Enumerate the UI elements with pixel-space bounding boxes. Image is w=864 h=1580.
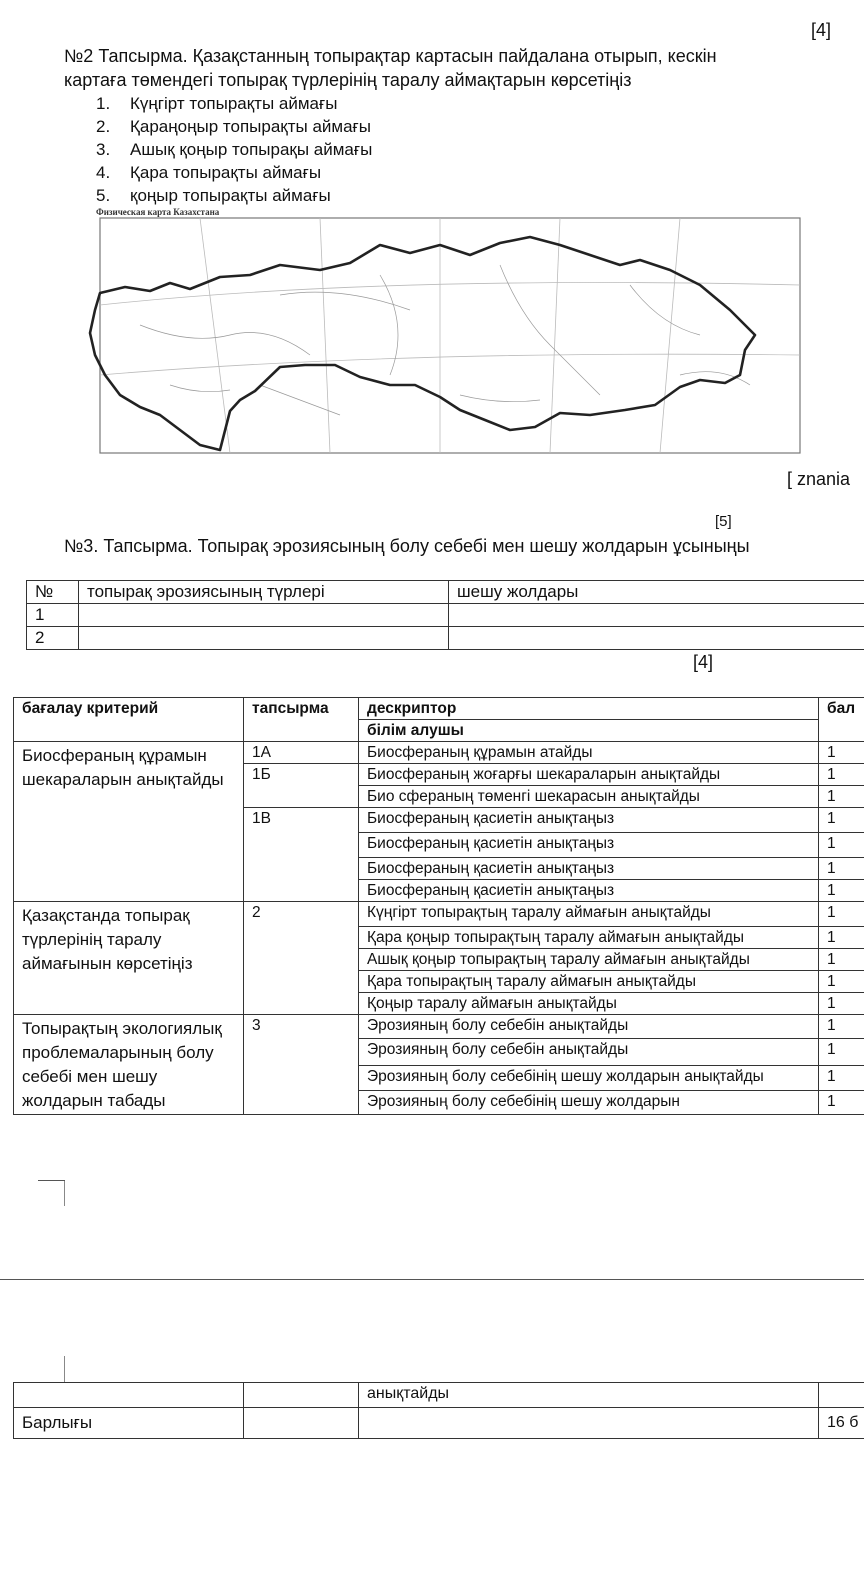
descriptor-cell: Биосфераның қасиетін анықтаңыз (359, 808, 819, 833)
list-item: 2. Қараңоңыр топырақты аймағы (96, 117, 371, 136)
header-sub: білім алушы (359, 720, 819, 742)
row-number: 2 (27, 627, 79, 650)
header-cell: шешу жолдары (449, 581, 864, 604)
blank-cell[interactable] (449, 604, 864, 627)
header-descriptor: дескриптор (359, 698, 819, 720)
descriptor-cell: анықтайды (359, 1383, 819, 1408)
blank-cell[interactable] (79, 604, 449, 627)
header-score: бал (819, 698, 864, 742)
score-cell: 1 (819, 880, 864, 902)
descriptor-cell: Биосфераның қасиетін анықтаңыз (359, 880, 819, 902)
task3-mark-bottom: [4] (693, 652, 714, 672)
task3-title: №3. Тапсырма. Топырақ эрозиясының болу себебі мен шешу жолдарын ұсыныңы (64, 536, 750, 556)
task-cell (244, 1383, 359, 1408)
descriptor-cell: Эрозияның болу себебінің шешу жолдарын (359, 1090, 819, 1114)
descriptor-cell: Эрозияның болу себебін анықтайды (359, 1015, 819, 1039)
erosion-table (26, 580, 864, 650)
criterion-cell (14, 1383, 244, 1408)
score-cell: 1 (819, 902, 864, 927)
score-cell: 1 (819, 1066, 864, 1090)
descriptor-cell: Биосфераның қасиетін анықтаңыз (359, 833, 819, 858)
descriptor-cell: Қоңыр таралу аймағын анықтайды (359, 993, 819, 1015)
descriptor-cell: Қара топырақтың таралу аймағын анықтайды (359, 971, 819, 993)
header-criterion: бағалау критерий (14, 698, 244, 742)
task2-title-line1: №2 Тапсырма. Қазақстанның топырақтар картасын пайдалана отырып, кескін (64, 46, 717, 66)
descriptor-cell: Биосфераның жоғарғы шекараларын анықтайды (359, 764, 819, 786)
score-cell: 1 (819, 786, 864, 808)
page-corner-mark (38, 1180, 65, 1181)
descriptor-cell: Био сфераның төменгі шекарасын анықтайды (359, 786, 819, 808)
descriptor-cell: Эрозияның болу себебін анықтайды (359, 1039, 819, 1066)
descriptor-cell: Ашық қоңыр топырақтың таралу аймағын анықтайды (359, 949, 819, 971)
table-header-row (27, 581, 864, 604)
row-number: 1 (27, 604, 79, 627)
header-task: тапсырма (244, 698, 359, 742)
score-cell: 1 (819, 949, 864, 971)
score-cell: 1 (819, 1015, 864, 1039)
table-row (27, 627, 864, 650)
total-label: Барлығы (14, 1408, 244, 1439)
score-cell: 1 (819, 742, 864, 764)
score-cell: 1 (819, 1039, 864, 1066)
table-row (14, 902, 864, 927)
score-cell: 1 (819, 971, 864, 993)
score-cell: 1 (819, 764, 864, 786)
task-cell (244, 1408, 359, 1439)
blank-cell[interactable] (449, 627, 864, 650)
criteria-table (13, 697, 864, 1115)
descriptor-cell: Эрозияның болу себебінің шешу жолдарын анықтайды (359, 1066, 819, 1090)
list-item: 4. Қара топырақты аймағы (96, 163, 322, 182)
descriptor-cell: Биосфераның құрамын атайды (359, 742, 819, 764)
task2-title-line2: картаға төмендегі топырақ түрлерінің таралу аймақтарын көрсетіңіз (64, 70, 632, 90)
task-cell: 1А (244, 742, 359, 764)
list-item: 1. Күңгірт топырақты аймағы (96, 94, 338, 113)
criterion-cell: Биосфераның құрамын шекараларын анықтайды (14, 742, 244, 902)
header-cell: № (27, 581, 79, 604)
list-item: 3. Ашық қоңыр топырақы аймағы (96, 140, 373, 159)
page-corner-mark (64, 1180, 65, 1206)
descriptor-cell (359, 1408, 819, 1439)
table-row (14, 1408, 864, 1439)
table-row (14, 1015, 864, 1039)
soil-list (96, 92, 372, 207)
criterion-cell: Топырақтың экологиялық проблемаларының болу себебі мен шешу жолдарын табады (14, 1015, 244, 1115)
score-cell: 1 (819, 808, 864, 833)
total-value: 16 б (819, 1408, 864, 1439)
kazakhstan-outline-map (80, 215, 805, 460)
score-cell: 1 (819, 993, 864, 1015)
blank-cell[interactable] (79, 627, 449, 650)
score-cell: 1 (819, 1090, 864, 1114)
task-cell: 1Б (244, 764, 359, 808)
table-header-row (14, 698, 864, 720)
page-divider (0, 1279, 864, 1280)
task3-mark: [5] (715, 513, 732, 530)
task-cell: 1В (244, 808, 359, 902)
task-cell: 3 (244, 1015, 359, 1115)
table-row (14, 742, 864, 764)
list-item: 5. қоңыр топырақты аймағы (96, 186, 331, 205)
score-cell (819, 1383, 864, 1408)
table-row (27, 604, 864, 627)
descriptor-cell: Қара қоңыр топырақтың таралу аймағын анықтайды (359, 927, 819, 949)
task-cell: 2 (244, 902, 359, 1015)
table-row (14, 1383, 864, 1408)
task2-mark: [4] (811, 20, 832, 40)
descriptor-cell: Биосфераның қасиетін анықтаңыз (359, 858, 819, 880)
score-cell: 1 (819, 858, 864, 880)
criteria-table-continued (13, 1382, 864, 1439)
source-mark: [ znania (787, 469, 851, 489)
map-caption: Физическая карта Казахстана (96, 207, 220, 217)
header-cell: топырақ эрозиясының түрлері (79, 581, 449, 604)
score-cell: 1 (819, 833, 864, 858)
descriptor-cell: Күңгірт топырақтың таралу аймағын анықтайды (359, 902, 819, 927)
criterion-cell: Қазақстанда топырақ түрлерінің таралу аймағынын көрсетіңіз (14, 902, 244, 1015)
score-cell: 1 (819, 927, 864, 949)
page-corner-mark (64, 1356, 65, 1382)
